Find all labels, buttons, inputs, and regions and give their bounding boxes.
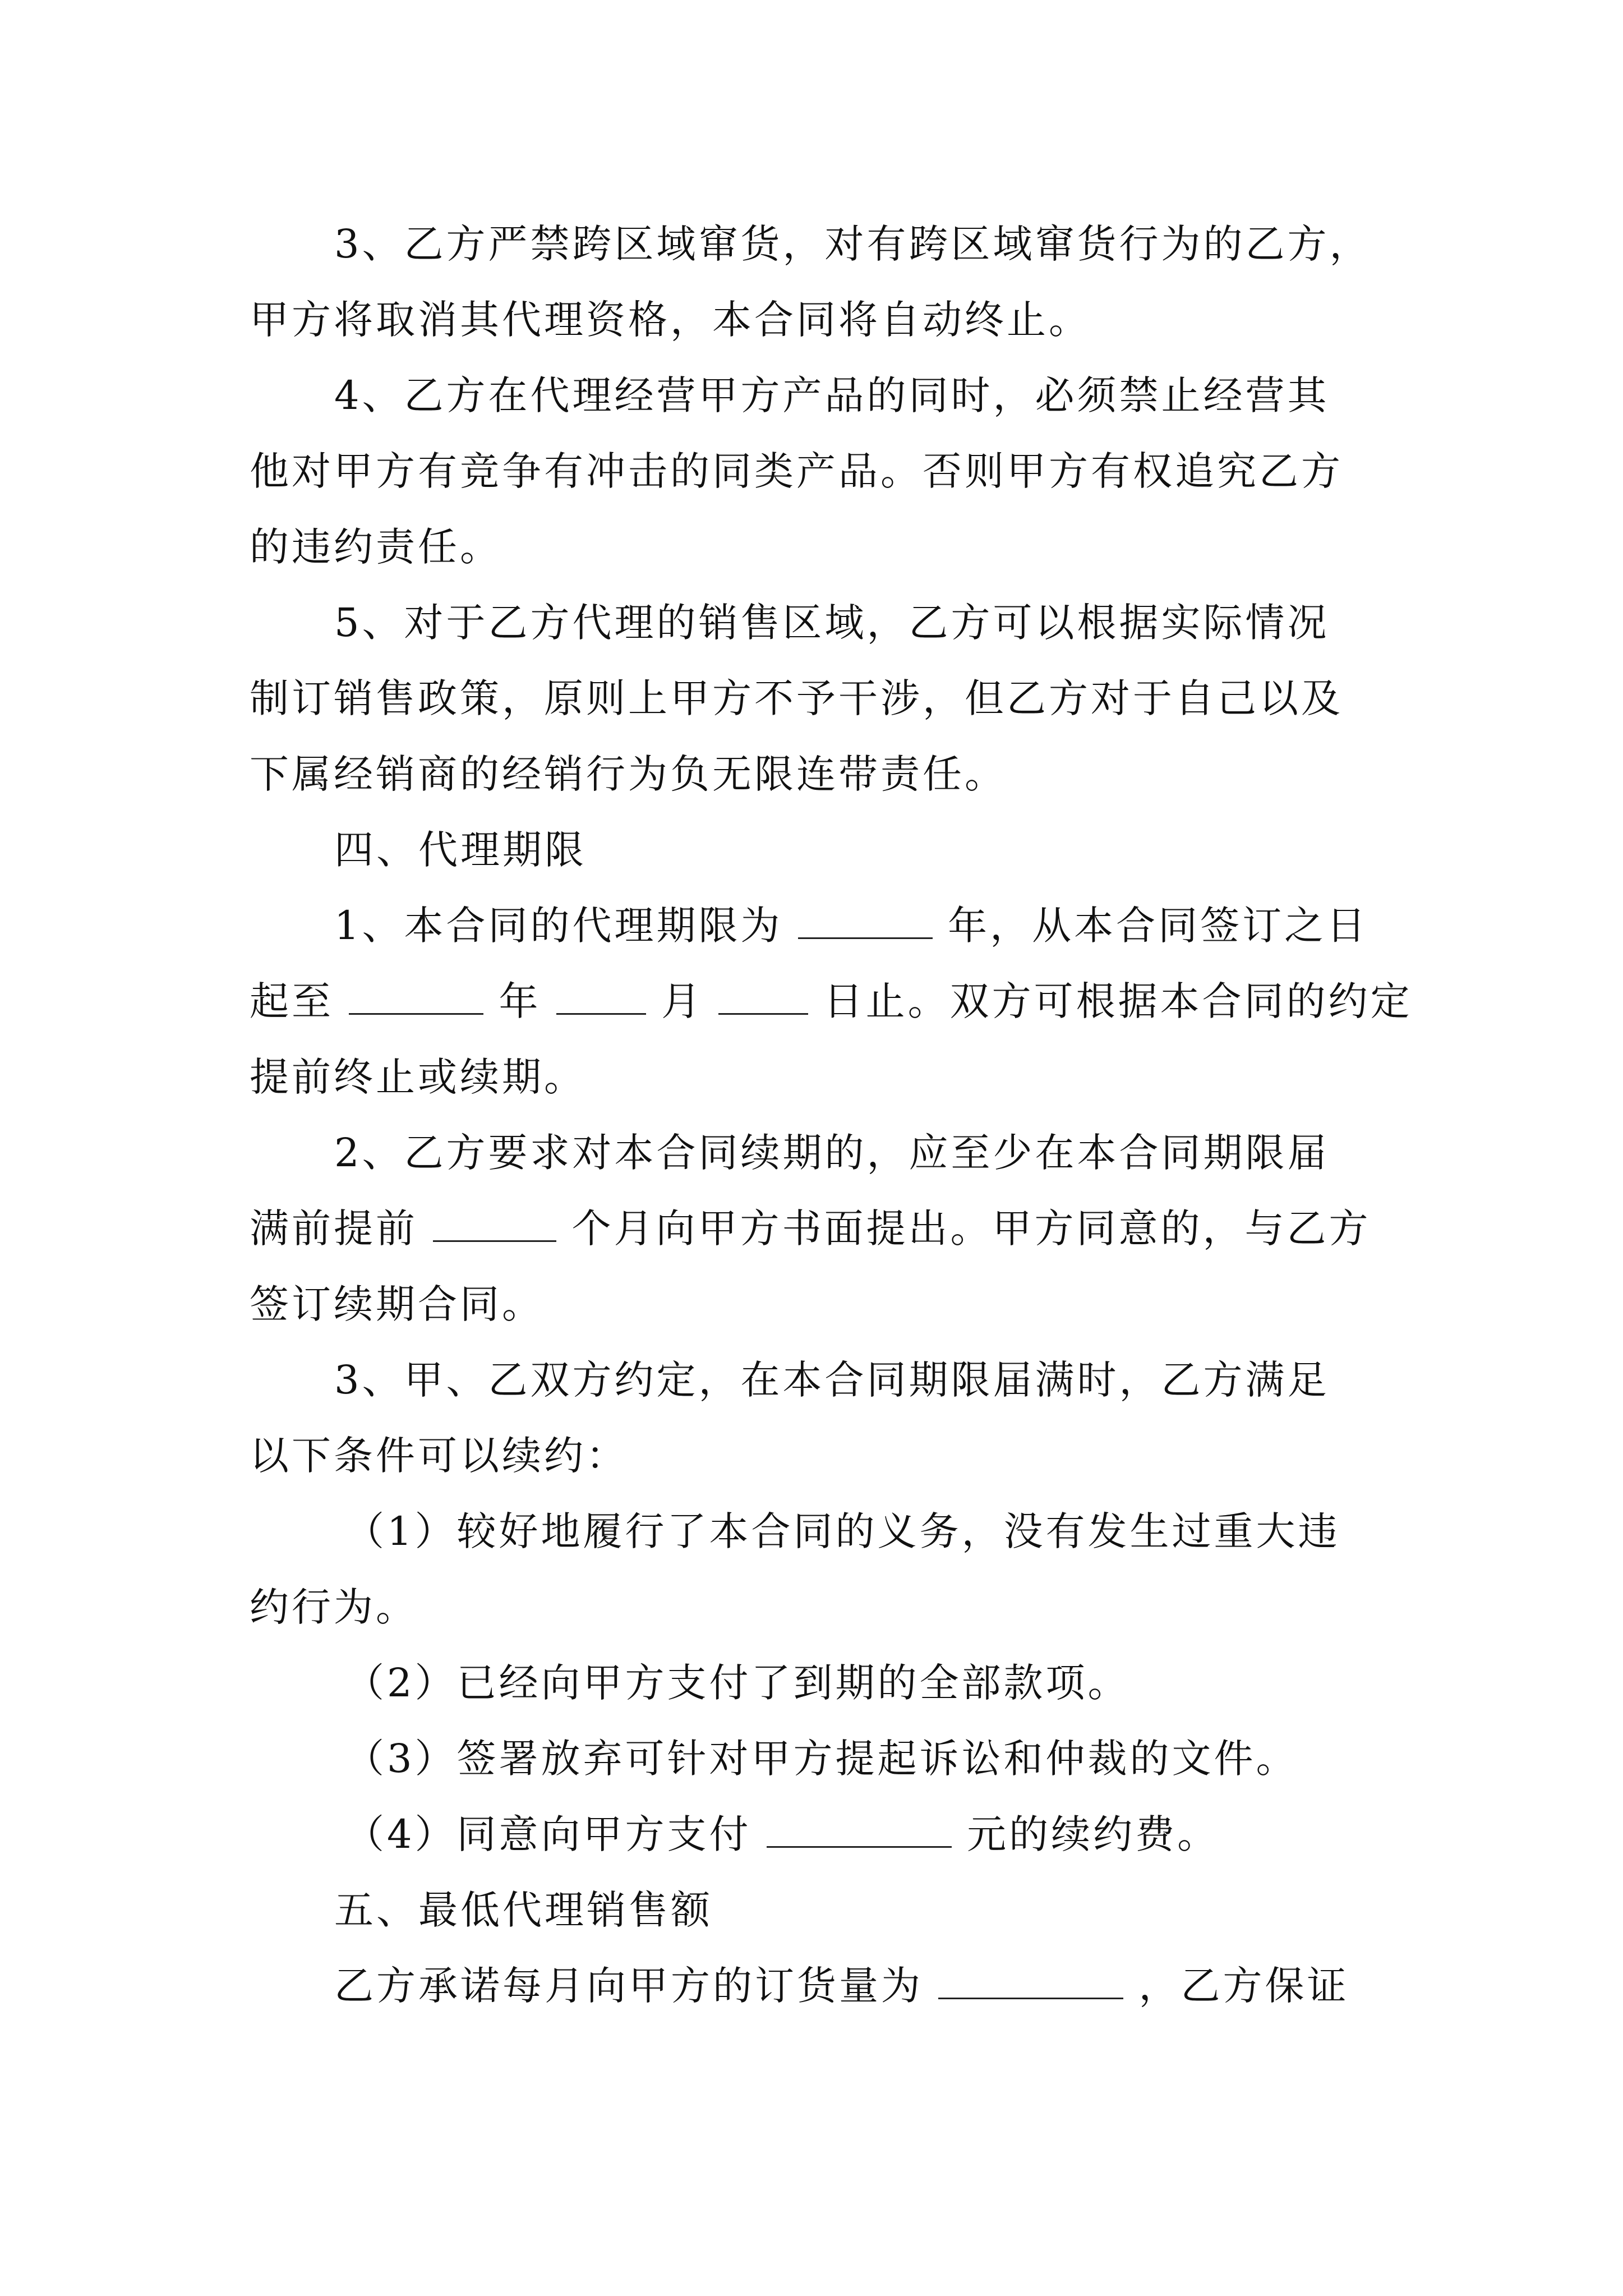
list-item (345, 1503, 1340, 1559)
text-run: 以下条件可以续约： (250, 1433, 628, 1479)
paragraph-line (250, 746, 1007, 802)
paragraph-line (250, 292, 1091, 348)
paragraph-line (334, 367, 1330, 424)
text-run: （2）已经向甲方支付了到期的全部款项。 (345, 1660, 1130, 1706)
text-run: 2、乙方要求对本合同续期的，应至少在本合同期限届 (334, 1130, 1330, 1176)
text-run: 甲方将取消其代理资格，本合同将自动终止。 (250, 297, 1091, 343)
text-run: 五、最低代理销售额 (334, 1887, 713, 1933)
text-run: 1、本合同的代理期限为 (334, 903, 783, 949)
text-run: 4、乙方在代理经营甲方产品的同时，必须禁止经营其 (334, 372, 1330, 418)
blank-field (433, 1205, 556, 1242)
text-run: 约行为。 (250, 1584, 418, 1630)
paragraph-line (250, 1579, 418, 1635)
section-heading (334, 822, 587, 878)
text-run: （3）签署放弃可针对甲方提起诉讼和仲裁的文件。 (345, 1736, 1298, 1782)
list-item (345, 1806, 1219, 1862)
paragraph-line (334, 898, 1368, 954)
text-run: 日止。双方可根据本合同的约定 (823, 978, 1413, 1024)
paragraph-line (334, 1352, 1330, 1408)
text-run: 制订销售政策，原则上甲方不予干涉，但乙方对于自己以及 (250, 675, 1343, 721)
list-item (345, 1655, 1130, 1711)
text-run: 5、对于乙方代理的销售区域，乙方可以根据实际情况 (334, 600, 1330, 646)
paragraph-line (250, 1049, 586, 1105)
section-heading (334, 1882, 713, 1938)
paragraph-line (250, 1428, 628, 1484)
paragraph-line (250, 1276, 544, 1332)
text-run: 满前提前 (250, 1205, 418, 1251)
text-run: 年，从本合同签订之日 (948, 903, 1369, 949)
paragraph-line (250, 670, 1343, 726)
text-run: 乙方承诺每月向甲方的订货量为 (334, 1963, 923, 2009)
text-run: 他对甲方有竞争有冲击的同类产品。否则甲方有权追究乙方 (250, 448, 1343, 494)
text-run: 3、乙方严禁跨区域窜货，对有跨区域窜货行为的乙方， (334, 221, 1372, 267)
paragraph-line (334, 595, 1330, 651)
blank-field (718, 978, 808, 1015)
text-run: 个月向甲方书面提出。甲方同意的，与乙方 (571, 1205, 1371, 1251)
blank-field (938, 1963, 1123, 1999)
paragraph-line (334, 216, 1372, 272)
blank-field (556, 978, 646, 1015)
text-run: （1）较好地履行了本合同的义务，没有发生过重大违 (345, 1508, 1340, 1554)
blank-field (349, 978, 483, 1015)
paragraph-line (250, 973, 1413, 1029)
paragraph-line (250, 519, 502, 575)
text-run: 四、代理期限 (334, 827, 587, 873)
text-run: （4）同意向甲方支付 (345, 1811, 751, 1857)
paragraph-line (250, 443, 1343, 499)
text-run: 年 (499, 978, 541, 1024)
paragraph-line (250, 1200, 1371, 1257)
text-run: 签订续期合同。 (250, 1281, 544, 1327)
paragraph-line (334, 1125, 1330, 1181)
text-run: 月 (661, 978, 704, 1024)
text-run: ，乙方保证 (1138, 1963, 1349, 2009)
text-run: 的违约责任。 (250, 524, 502, 570)
text-run: 元的续约费。 (967, 1811, 1220, 1857)
text-run: 起至 (250, 978, 334, 1024)
text-run: 3、甲、乙双方约定，在本合同期限届满时，乙方满足 (334, 1357, 1330, 1403)
list-item (345, 1731, 1298, 1787)
paragraph-line (334, 1958, 1349, 2014)
text-run: 下属经销商的经销行为负无限连带责任。 (250, 751, 1007, 797)
blank-field (798, 903, 933, 939)
text-run: 提前终止或续期。 (250, 1054, 586, 1100)
blank-field (767, 1811, 952, 1848)
